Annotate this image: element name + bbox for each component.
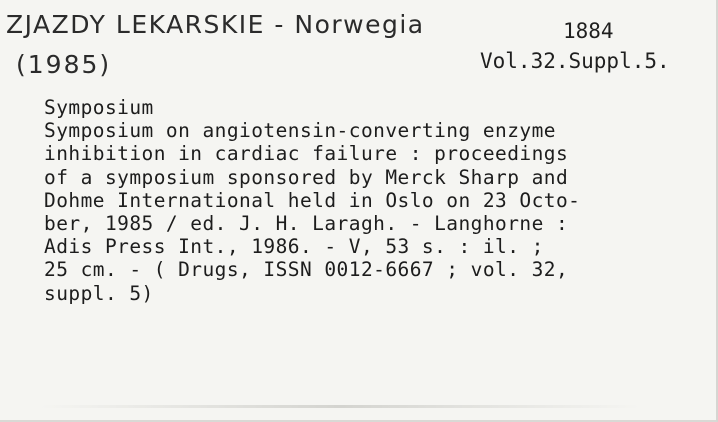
description-line: Symposium — [44, 96, 154, 119]
bibliographic-description — [44, 96, 580, 305]
call-number: 1884 — [563, 19, 614, 43]
description-line: Dohme International held in Oslo on 23 Octo- — [44, 188, 581, 212]
card-edge-mark — [40, 405, 640, 408]
description-line: Symposium on angiotensin-converting enzyme — [44, 119, 556, 143]
description-line: inhibition in cardiac failure : proceedings — [44, 142, 569, 166]
description-line: suppl. 5) — [44, 281, 154, 305]
subject-heading: ZJAZDY LEKARSKIE - Norwegia — [6, 10, 425, 39]
description-line: of a symposium sponsored by Merck Sharp and — [44, 165, 569, 189]
description-line: Adis Press Int., 1986. - V, 53 s. : il. ; — [44, 235, 544, 259]
year-note: (1985) — [16, 50, 112, 79]
description-line: ber, 1985 / ed. J. H. Laragh. - Langhorne : — [44, 212, 569, 236]
description-line: 25 cm. - ( Drugs, ISSN 0012-6667 ; vol. 32, — [44, 258, 569, 282]
volume-number: Vol.32.Suppl.5. — [480, 49, 670, 73]
